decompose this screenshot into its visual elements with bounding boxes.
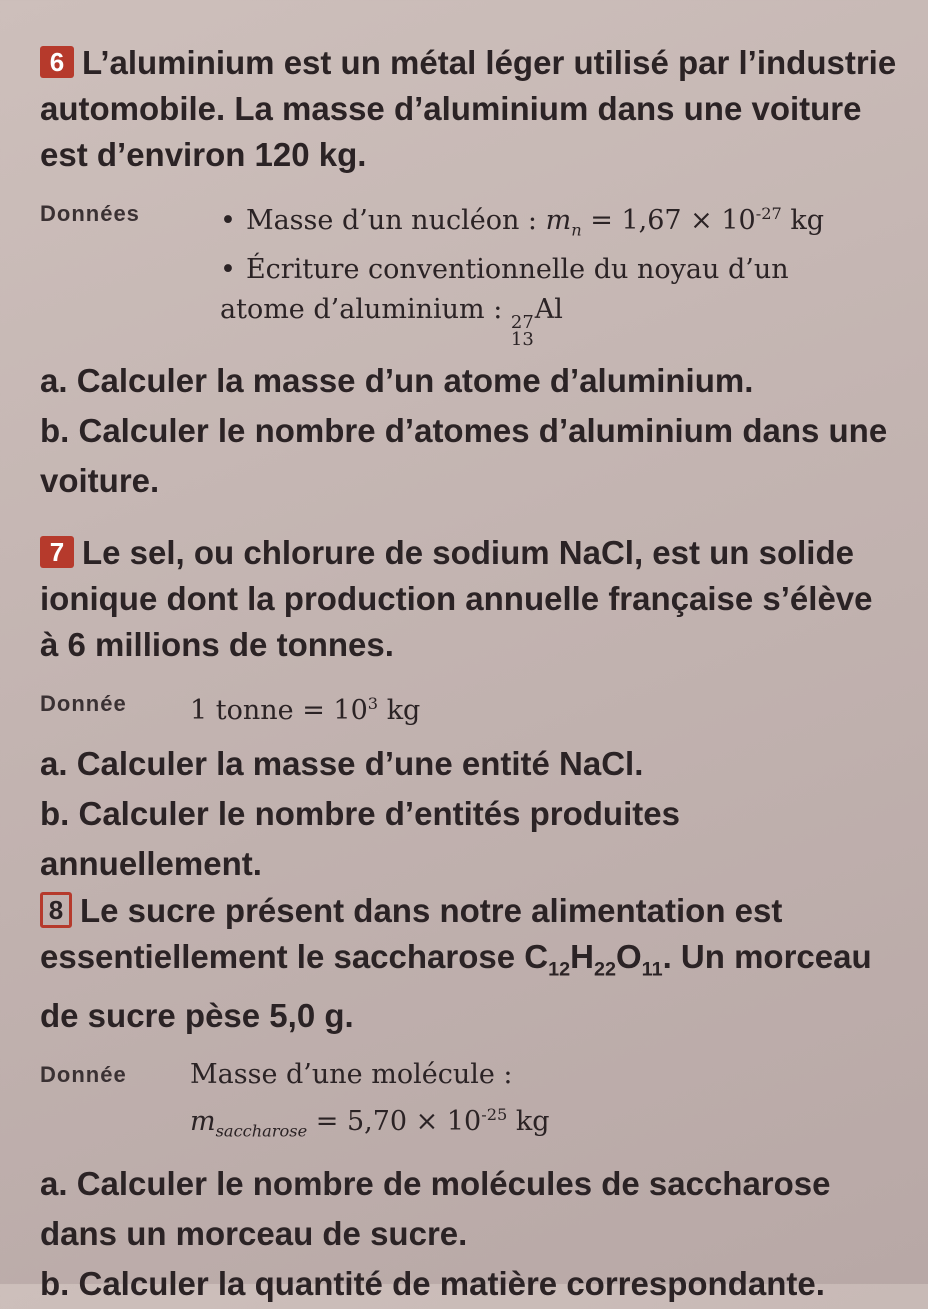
- exercise-6-data-label: Données: [40, 201, 140, 226]
- exercise-7-data: Donnée 1 tonne = $10^3$ kg: [40, 684, 900, 731]
- exercise-7-number: 7: [40, 536, 74, 568]
- exercise-8-data-label: Donnée: [40, 1061, 127, 1087]
- aluminium-nuclide-notation: 27 13: [510, 312, 534, 351]
- exercise-8-data: [40, 1055, 900, 1151]
- exercise-7: [40, 530, 900, 889]
- exercise-6-question-a: a. Calculer la masse d’un atome d’aluminium.: [40, 362, 754, 400]
- exercise-8-number: 8: [40, 892, 72, 928]
- exercise-7-question-b: b. Calculer le nombre d’entités produites annuellement.: [40, 795, 680, 882]
- exercise-7-question-a: a. Calculer la masse d’une entité NaCl.: [40, 745, 644, 782]
- exercise-6-statement: [40, 40, 900, 178]
- exercise-6: [40, 40, 900, 506]
- nucleon-mass-line: • Masse d’un nucléon : $m_n = 1,67 \times 10^{-27}$ kg: [220, 205, 824, 236]
- exercise-8-statement: 8 Le sucre présent dans notre alimentation est essentiellement le saccharose $C_{12}H_{22}O_{11}$. Un morceau de sucre pèse 5,0 g.: [40, 892, 872, 1034]
- molecule-mass-label: Masse d’une molécule :: [190, 1058, 513, 1090]
- exercise-7-statement: [40, 530, 900, 668]
- saccharose-mass-formula: $m_{saccharose} = 5,70 \times 10^{-25}$ kg: [190, 1104, 550, 1140]
- exercise-7-data-label: Donnée: [40, 691, 127, 716]
- exercise-6-question-b: b. Calculer le nombre d’atomes d’aluminium dans une voiture.: [40, 412, 888, 500]
- exercise-6-number: 6: [40, 46, 74, 78]
- exercise-7-intro: Le sel, ou chlorure de sodium NaCl, est un solide ionique dont la production annuelle française s’élève à 6 millions de tonnes.: [40, 534, 873, 663]
- exercise-6-data: [40, 194, 900, 351]
- exercise-8: [40, 888, 900, 1309]
- exercise-8-question-a: a. Calculer le nombre de molécules de saccharose dans un morceau de sucre.: [40, 1164, 831, 1252]
- exercise-8-question-b: b. Calculer la quantité de matière correspondante.: [40, 1264, 825, 1302]
- exercise-6-intro: L’aluminium est un métal léger utilisé par l’industrie automobile. La masse d’aluminium dans une voiture est d’environ 120 kg.: [40, 44, 897, 173]
- aluminium-nucleus-line: • Écriture conventionnelle du noyau d’un atome d’aluminium : 27 13 Al: [220, 254, 789, 325]
